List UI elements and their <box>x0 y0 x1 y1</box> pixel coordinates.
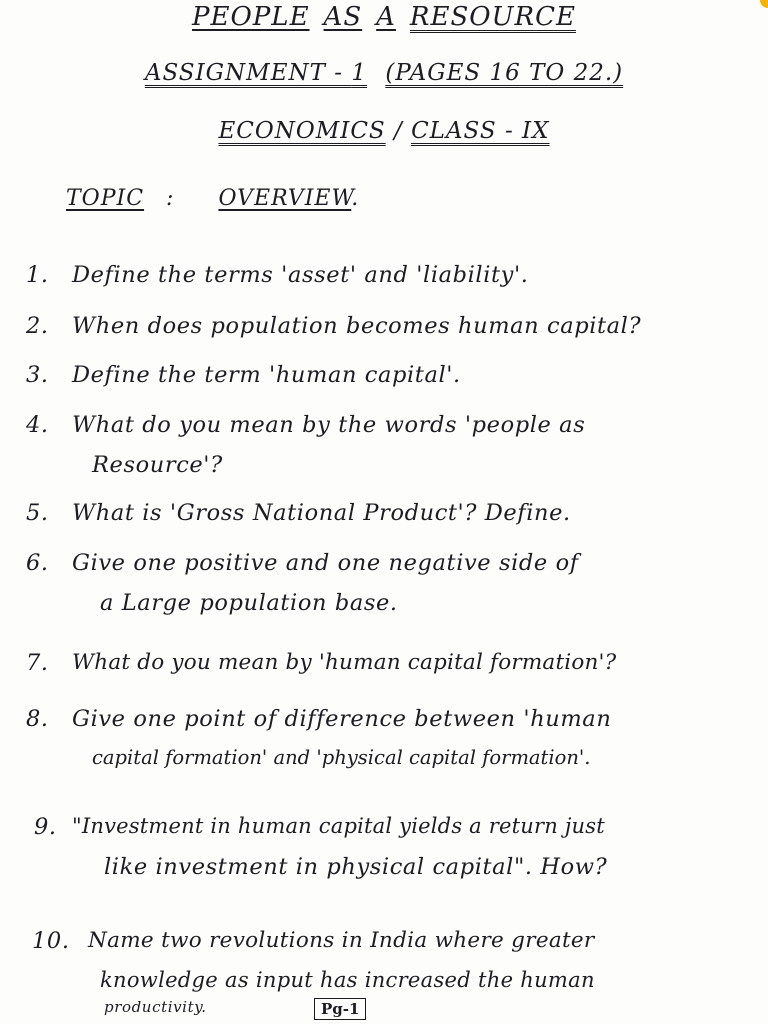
assignment-label: ASSIGNMENT - 1 <box>144 60 367 86</box>
question-text: What do you mean by the words 'people as <box>72 412 586 438</box>
question-text: What is 'Gross National Product'? Define. <box>72 500 571 526</box>
question-number: 5. <box>26 500 49 526</box>
question-number: 7. <box>26 650 49 676</box>
question-number: 2. <box>26 313 49 339</box>
question-number: 1. <box>26 262 49 288</box>
topic-line <box>66 186 359 211</box>
question-text-continued: Resource'? <box>92 452 223 478</box>
topic-colon: : <box>166 186 175 211</box>
question-text: When does population becomes human capital? <box>72 313 642 339</box>
subject-line <box>0 118 768 144</box>
subject: ECONOMICS <box>218 118 386 144</box>
class-label: CLASS - IX <box>411 118 550 144</box>
question-text: Give one positive and one negative side of <box>72 550 579 576</box>
topic-label: TOPIC <box>66 186 145 211</box>
question-number: 10. <box>32 928 70 954</box>
assignment-line <box>0 60 768 86</box>
topic-value: OVERVIEW <box>218 186 352 211</box>
question-text-continued: a Large population base. <box>100 590 398 616</box>
title-word: RESOURCE <box>409 2 576 32</box>
question-text: Define the term 'human capital'. <box>72 362 461 388</box>
assignment-number: 1 <box>351 60 367 86</box>
question-text-continued: knowledge as input has increased the human <box>100 968 595 992</box>
question-text: Give one point of difference between 'human <box>72 706 612 732</box>
topic-end: . <box>351 186 360 211</box>
question-text-continued: like investment in physical capital". How? <box>104 854 608 880</box>
title-word: AS <box>323 2 363 32</box>
question-number: 9. <box>34 814 57 840</box>
title-word: A <box>376 2 396 32</box>
question-text: Define the terms 'asset' and 'liability'. <box>72 262 529 288</box>
question-text: Name two revolutions in India where greater <box>88 928 595 953</box>
question-number: 4. <box>26 412 49 438</box>
page-title <box>0 2 768 32</box>
question-text-continued: capital formation' and 'physical capital formation'. <box>92 746 591 769</box>
question-number: 6. <box>26 550 49 576</box>
page-number-badge: Pg-1 <box>314 998 366 1020</box>
question-number: 3. <box>26 362 49 388</box>
question-text-continued: productivity. <box>104 998 207 1016</box>
pages-range: (PAGES 16 TO 22.) <box>385 60 624 86</box>
question-text: "Investment in human capital yields a return just <box>72 814 605 838</box>
subject-separator: / <box>394 118 403 144</box>
question-number: 8. <box>26 706 49 732</box>
title-word: PEOPLE <box>192 2 310 32</box>
question-text: What do you mean by 'human capital formation'? <box>72 650 617 675</box>
